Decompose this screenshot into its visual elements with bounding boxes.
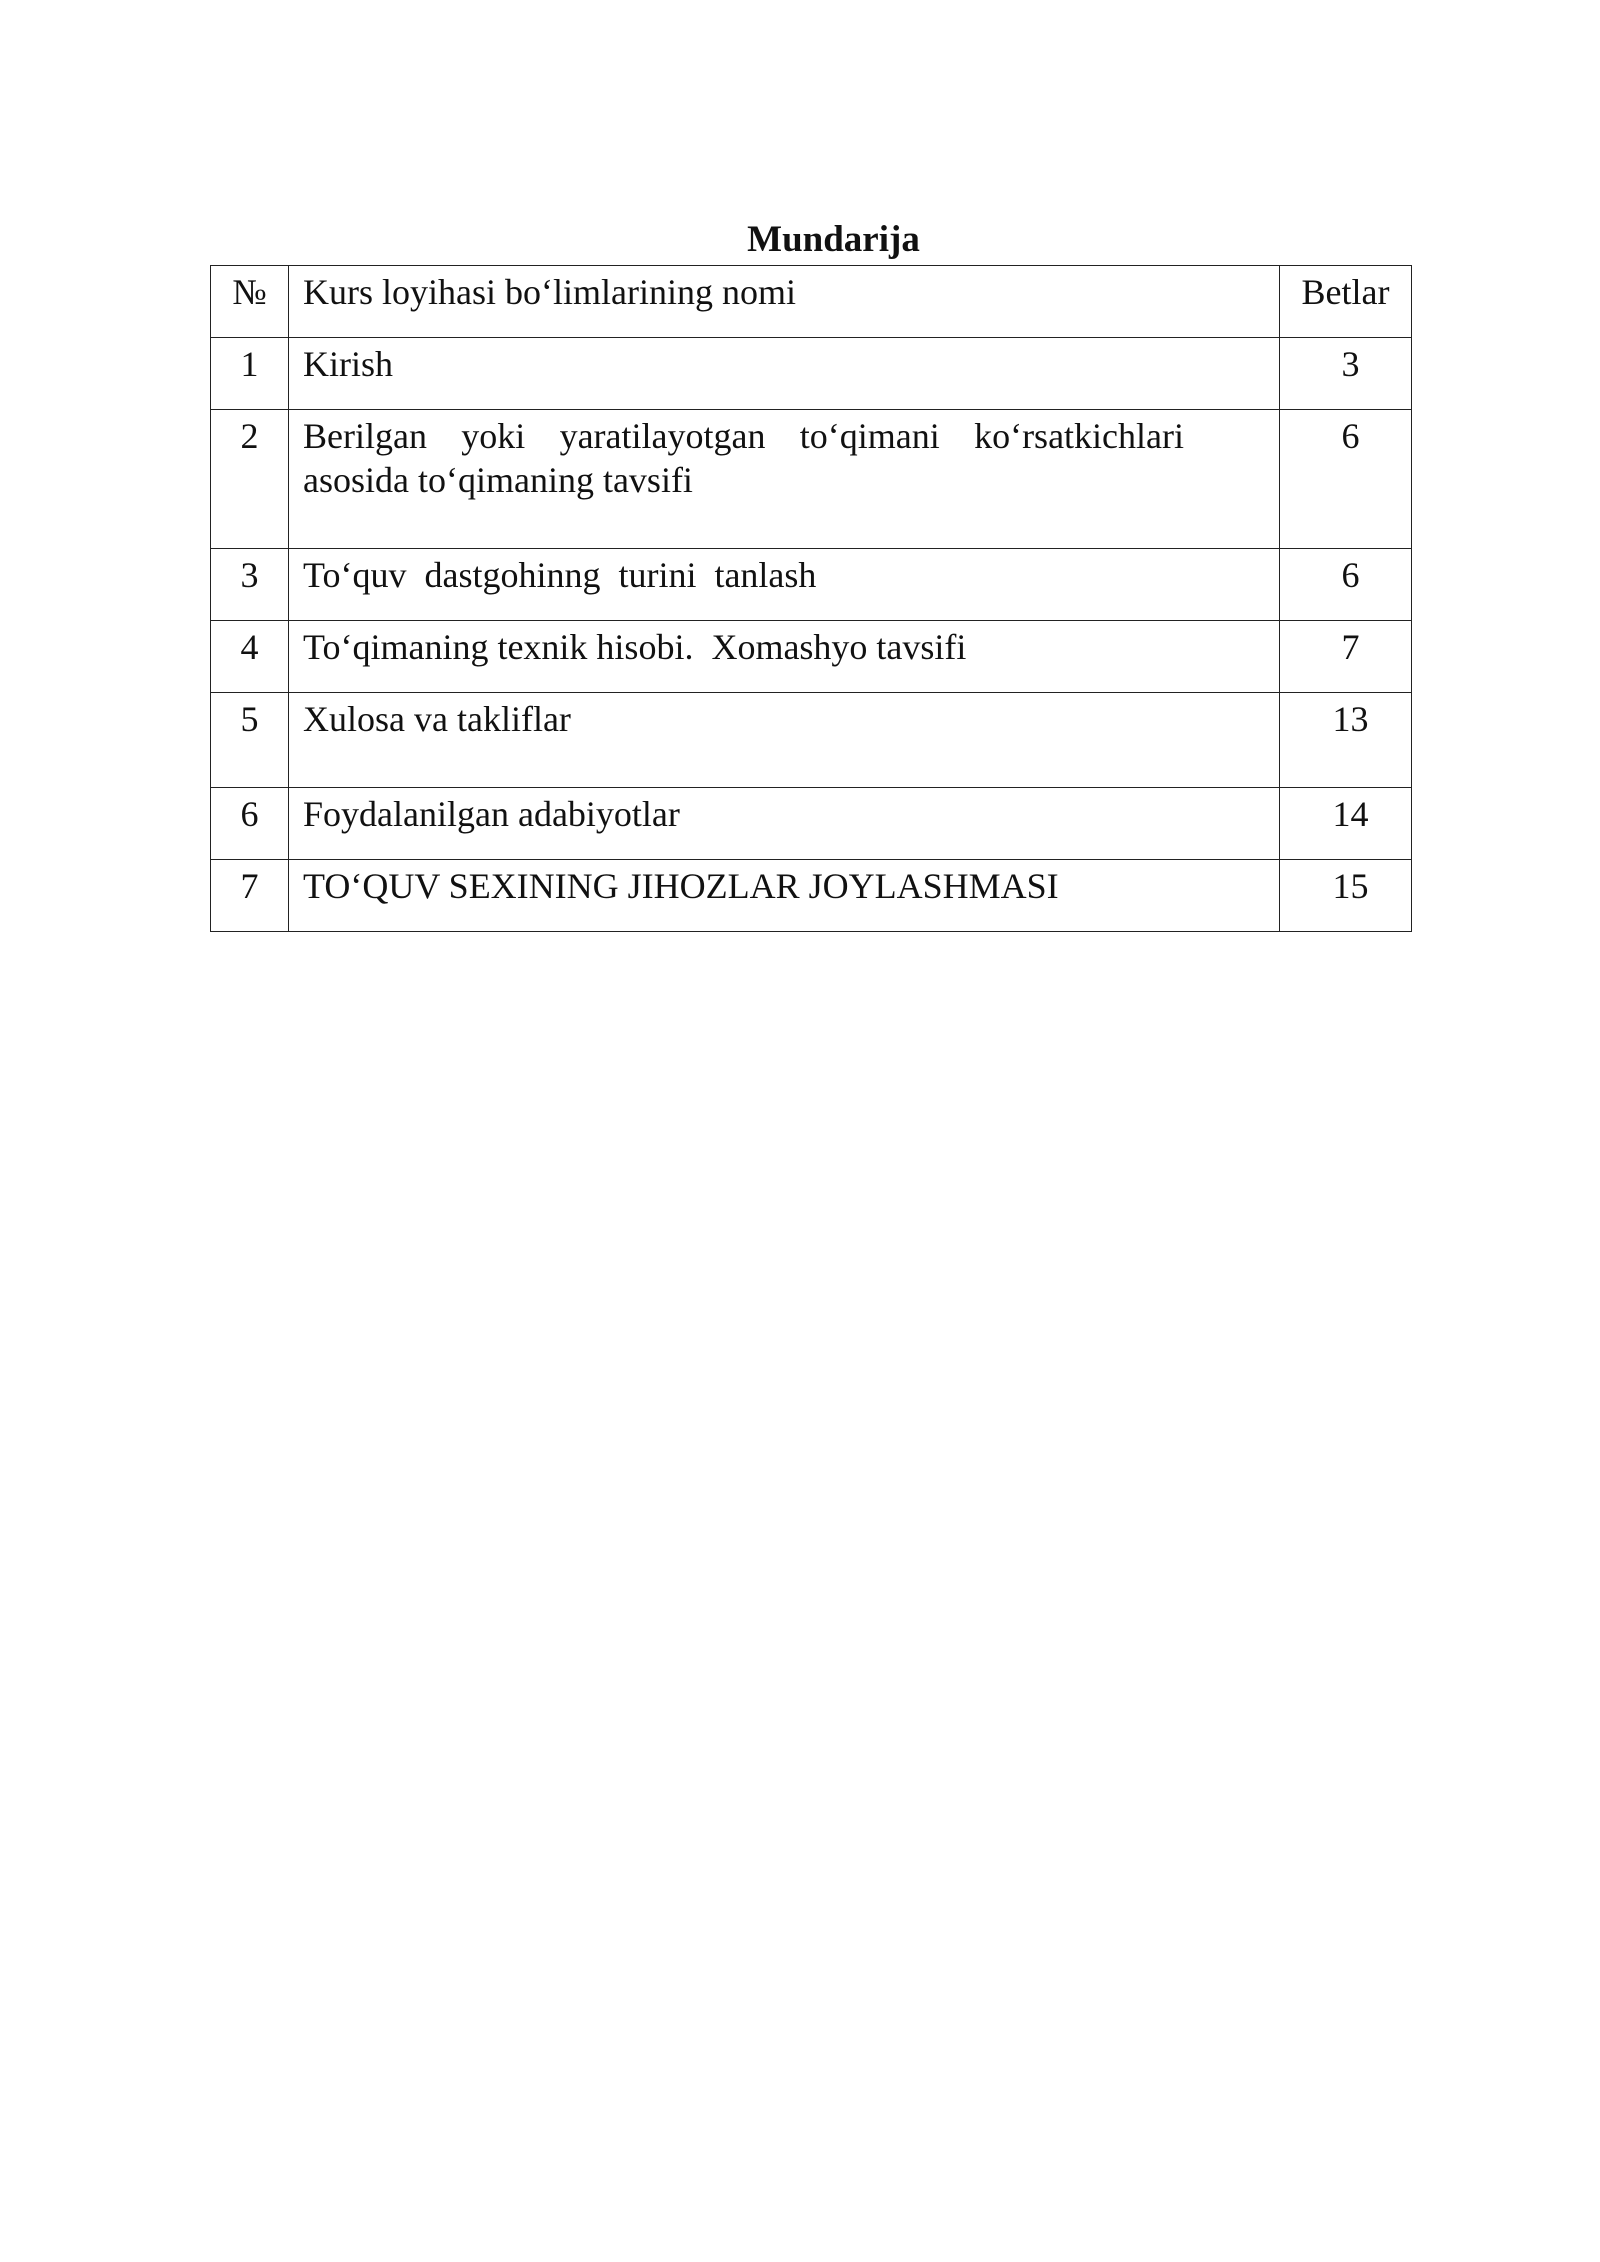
table-row [211,788,1412,860]
row-page [1280,621,1412,693]
table-row [211,860,1412,932]
table-row [211,549,1412,621]
row-number: 7 [211,860,289,932]
row-page [1280,549,1412,621]
header-number: № [211,266,289,338]
row-number: 4 [211,621,289,693]
row-page-value: 14 [1332,794,1369,834]
table-row [211,338,1412,410]
header-name: Kurs loyihasi bo‘limlarining nomi [289,266,1280,338]
row-page [1280,860,1412,932]
contents-table [210,265,1412,932]
row-page-value: 13 [1332,699,1369,739]
row-page [1280,788,1412,860]
row-page-value: 15 [1332,866,1369,906]
row-name: Kirish [289,338,1280,410]
row-name: To‘qimaning texnik hisobi. Xomashyo tavsifi [289,621,1280,693]
row-page-value: 6 [1341,416,1360,456]
row-name: To‘quv dastgohinng turini tanlash [289,549,1280,621]
page-title: Mundarija [747,219,920,260]
row-number: 2 [211,410,289,549]
row-name: Foydalanilgan adabiyotlar [289,788,1280,860]
table-row [211,410,1412,549]
row-page-value: 6 [1341,555,1360,595]
row-page [1280,338,1412,410]
row-page-value: 7 [1341,627,1360,667]
table-row [211,621,1412,693]
row-name: Xulosa va takliflar [289,693,1280,788]
header-page: Betlar [1280,266,1412,338]
row-number: 3 [211,549,289,621]
row-page-value: 3 [1341,344,1360,384]
row-name: Berilgan yoki yaratilayotgan to‘qimani ko‘rsatkichlari asosida to‘qimaning tavsifi [289,410,1280,549]
row-page [1280,410,1412,549]
row-page [1280,693,1412,788]
table-row [211,693,1412,788]
table-header-row [211,266,1412,338]
row-name: TO‘QUV SEXINING JIHOZLAR JOYLASHMASI [289,860,1280,932]
row-number: 5 [211,693,289,788]
row-number: 1 [211,338,289,410]
row-number: 6 [211,788,289,860]
